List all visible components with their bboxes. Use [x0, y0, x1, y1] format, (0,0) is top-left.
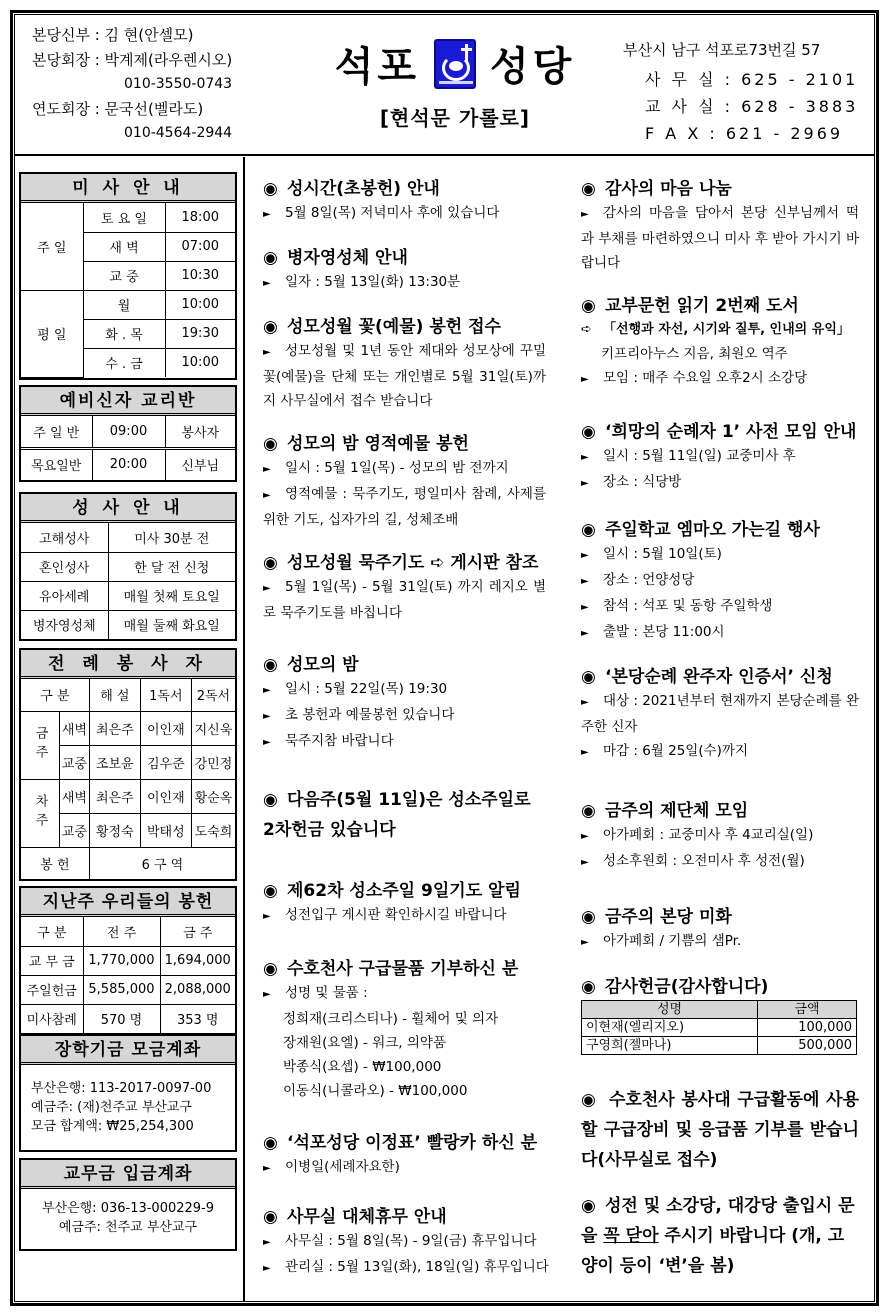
- mass-time: 18:00: [165, 203, 235, 232]
- col-header: 금액: [758, 1001, 857, 1019]
- church-emblem-icon: [434, 39, 476, 89]
- mass-day: 교 중: [83, 261, 165, 290]
- dues-account: [21, 1189, 235, 1249]
- triangle-bullet-icon: ►: [263, 737, 271, 748]
- circle-bullet-icon: ◉: [581, 667, 596, 687]
- donor-line: 정희재(크리스티나) - 휠체어 및 의자: [283, 1011, 499, 1027]
- circle-bullet-icon: ◉: [263, 179, 278, 199]
- last-week-value: 5,585,000: [83, 975, 160, 1004]
- circle-bullet-icon: ◉: [581, 1196, 596, 1216]
- church-title: [315, 35, 595, 131]
- triangle-bullet-icon: ►: [581, 747, 589, 758]
- sacraments-box: [19, 492, 237, 641]
- notice-line: 초 봉헌과 예물봉헌 있습니다: [285, 707, 455, 723]
- circle-bullet-icon: ◉: [263, 434, 278, 454]
- triangle-bullet-icon: ►: [581, 576, 589, 587]
- notice: [263, 315, 546, 413]
- mass-time: 10:00: [165, 348, 235, 377]
- notice-paragraph: 감사의 마음을 담아서 본당 신부님께서 떡과 부채를 마련하였으니 미사 후 받아 가시기 바랍니다: [581, 205, 859, 271]
- notice-title: 수호천사 봉사대 구급활동에 사용할 구급장비 및 응급품 기부를 받습니다(사무실로 접수): [581, 1090, 859, 1170]
- triangle-bullet-icon: ►: [263, 490, 271, 501]
- mass-day: 화 . 목: [83, 319, 165, 348]
- reader-1: 김우준: [140, 745, 191, 779]
- triangle-bullet-icon: ►: [263, 209, 271, 220]
- bank-account: 부산은행: 113-2017-0097-00: [31, 1081, 212, 1096]
- donor-line: 박종식(요셉) - ₩100,000: [283, 1059, 442, 1075]
- notice-line: 묵주지참 바랍니다: [285, 733, 394, 749]
- office-phone: 사 무 실 : 625 - 2101: [645, 70, 859, 89]
- mass-type: 교중: [60, 813, 90, 847]
- council-chair-phone: 010-3550-0743: [124, 76, 233, 92]
- dues-title: 교무금 입금계좌: [21, 1160, 235, 1189]
- offerings-box: [19, 886, 237, 1035]
- account-holder: 예금주: (재)천주교 부산교구: [31, 1100, 192, 1115]
- reader-1: 이인재: [140, 779, 191, 813]
- next-week-label: 차주: [21, 779, 60, 847]
- reader-2: 지신욱: [191, 711, 235, 745]
- catechism-phone: 교 사 실 : 628 - 3883: [645, 97, 859, 116]
- notice-title: 성모성월 꽃(예물) 봉헌 접수: [287, 317, 501, 337]
- col-header: 2독서: [191, 679, 235, 711]
- sacrament-info: 미사 30분 전: [108, 523, 235, 552]
- class-name: 주 일 반: [21, 416, 92, 448]
- address: 부산시 남구 석포로73번길 57: [623, 41, 821, 59]
- thanks-offering-table: [581, 1000, 857, 1055]
- triangle-bullet-icon: ►: [581, 697, 589, 708]
- notice-title: 교부문헌 읽기 2번째 도서: [605, 296, 799, 316]
- mass-time: 10:00: [165, 290, 235, 319]
- notices-right-column: [581, 177, 859, 1300]
- patron-subtitle: [현석문 가롤로]: [379, 106, 531, 130]
- mass-type: 교중: [60, 745, 90, 779]
- sacraments-table: [21, 523, 235, 639]
- circle-bullet-icon: ◉: [263, 881, 278, 901]
- notice-title: 감사의 마음 나눔: [605, 179, 732, 199]
- commentator: 최은주: [89, 779, 140, 813]
- triangle-bullet-icon: ►: [263, 464, 271, 475]
- triangle-bullet-icon: ►: [581, 857, 589, 868]
- catechumen-table: [21, 416, 235, 480]
- youth-chair-phone: 010-4564-2944: [124, 125, 233, 141]
- sacrament-info: 매월 첫째 토요일: [108, 581, 235, 610]
- dues-box: [19, 1158, 237, 1251]
- notice: [263, 177, 546, 227]
- circle-bullet-icon: ◉: [581, 977, 596, 997]
- col-header: 금 주: [160, 917, 235, 946]
- circle-bullet-icon: ◉: [263, 959, 278, 979]
- col-header: 해 설: [89, 679, 140, 711]
- notice-line: 참석 : 석포 및 동항 주일학생: [603, 598, 773, 614]
- circle-bullet-icon: ◉: [581, 801, 596, 821]
- donation-amount: 500,000: [758, 1037, 857, 1055]
- catechumen-box: [19, 385, 237, 482]
- mass-schedule-box: [19, 172, 237, 380]
- notice: [581, 665, 859, 765]
- class-time: 09:00: [92, 416, 165, 448]
- notice: [581, 420, 859, 496]
- notice-title: 금주의 제단체 모임: [605, 801, 749, 821]
- col-header: 구 분: [21, 917, 83, 946]
- commentator: 최은주: [89, 711, 140, 745]
- sacrament-name: 혼인성사: [21, 552, 108, 581]
- notices-middle-column: [263, 177, 549, 1300]
- fax-number: F A X : 621 - 2969: [645, 124, 844, 143]
- mass-schedule-title: 미 사 안 내: [21, 174, 235, 203]
- mass-day: 월: [83, 290, 165, 319]
- circle-bullet-icon: ◉: [581, 179, 596, 199]
- notice: [263, 653, 546, 755]
- notice-title: 주일학교 엠마오 가는길 행사: [605, 520, 820, 540]
- triangle-bullet-icon: ►: [581, 550, 589, 561]
- sacrament-name: 유아세례: [21, 581, 108, 610]
- total-amount: 모금 합계액: ₩25,254,300: [31, 1119, 194, 1134]
- notice-paragraph: 5월 1일(목) - 5월 31일(토) 까지 레지오 별로 묵주기도를 바칩니다: [263, 579, 546, 621]
- offering-label: 봉 헌: [21, 847, 89, 879]
- reader-2: 황순옥: [191, 779, 235, 813]
- notice-title: 다음주(5월 11일)은 성소주일로 2차헌금 있습니다: [263, 790, 531, 840]
- notice: [581, 799, 859, 875]
- class-time: 20:00: [92, 448, 165, 480]
- triangle-bullet-icon: ►: [263, 1263, 271, 1274]
- circle-bullet-icon: ◉: [581, 907, 596, 927]
- notice-line: 마감 : 6월 25일(수)까지: [603, 743, 749, 759]
- this-week-value: 1,694,000: [160, 946, 235, 975]
- sacrament-info: 매월 둘째 화요일: [108, 610, 235, 639]
- triangle-bullet-icon: ►: [581, 831, 589, 842]
- notice-title: 감사헌금(감사합니다): [605, 977, 769, 997]
- mass-schedule-table: [21, 203, 235, 378]
- council-chair: 본당회장 : 박계제(라우렌시오): [32, 50, 233, 69]
- notice-title: ‘석포성당 이정표’ 빨랑카 하신 분: [287, 1133, 538, 1153]
- notice: [581, 294, 859, 392]
- offering-type: 주일헌금: [21, 975, 83, 1004]
- notice-title: 성모의 밤 영적예물 봉헌: [287, 434, 469, 454]
- account-holder: 예금주: 천주교 부산교구: [58, 1220, 198, 1235]
- sacrament-name: 병자영성체: [21, 610, 108, 639]
- mass-type: 새벽: [60, 779, 90, 813]
- triangle-bullet-icon: ►: [581, 478, 589, 489]
- sunday-label: 주 일: [21, 203, 83, 290]
- sacraments-title: 성 사 안 내: [21, 494, 235, 523]
- triangle-bullet-icon: ►: [581, 374, 589, 385]
- offerings-table: [21, 917, 235, 1033]
- circle-bullet-icon: ◉: [263, 790, 278, 810]
- donor-name: 이현재(엘리지오): [582, 1019, 758, 1037]
- notice-line: 일자 : 5월 13일(화) 13:30분: [285, 274, 461, 290]
- sacrament-name: 고해성사: [21, 523, 108, 552]
- circle-bullet-icon: ◉: [263, 1133, 278, 1153]
- notice-line: 관리실 : 5월 13일(화), 18일(일) 휴무입니다: [285, 1259, 549, 1275]
- notice: [581, 975, 859, 1055]
- column-divider: [243, 157, 245, 1302]
- triangle-bullet-icon: ►: [581, 937, 589, 948]
- notice-title: 금주의 본당 미화: [605, 907, 732, 927]
- notice-title: 성시간(초봉헌) 안내: [287, 179, 440, 199]
- notice-line: 일시 : 5월 1일(목) - 성모의 밤 전까지: [285, 460, 509, 476]
- triangle-bullet-icon: ►: [581, 209, 589, 220]
- catechumen-title: 예비신자 교리반: [21, 387, 235, 416]
- notice: [581, 177, 859, 275]
- sacrament-info: 한 달 전 신청: [108, 552, 235, 581]
- mass-day: 수 . 금: [83, 348, 165, 377]
- pastor: 본당신부 : 김 현(안셀모): [32, 26, 194, 44]
- book-title: 「선행과 자선, 시기와 질투, 인내의 유익」: [603, 322, 850, 337]
- offering-type: 미사참례: [21, 1004, 83, 1033]
- notice: [581, 1085, 859, 1175]
- col-header: 전 주: [83, 917, 160, 946]
- triangle-bullet-icon: ►: [263, 1163, 271, 1174]
- notice-title: ‘희망의 순례자 1’ 사전 모임 안내: [605, 422, 857, 442]
- notice-line: 아가페회 / 기쁨의 샘Pr.: [603, 933, 742, 949]
- reader-2: 강민정: [191, 745, 235, 779]
- this-week-value: 353 명: [160, 1004, 235, 1033]
- mass-time: 19:30: [165, 319, 235, 348]
- circle-bullet-icon: ◉: [581, 422, 596, 442]
- notice: [263, 246, 546, 296]
- liturgy-servers-table: [21, 679, 235, 879]
- title-left: 석포: [334, 44, 420, 90]
- notice-paragraph: 성모성월 및 1년 동안 제대와 성모상에 꾸밀 꽃(예물)을 단체 또는 개인별로 5월 31일(토)까지 사무실에서 접수 받습니다: [263, 343, 546, 409]
- notice-line: 성전입구 게시판 확인하시길 바랍니다: [285, 907, 507, 923]
- col-header: 구 분: [21, 679, 89, 711]
- notice-line: 장소 : 언양성당: [603, 572, 695, 588]
- reader-1: 박태성: [140, 813, 191, 847]
- notice-title: 수호천사 구급물품 기부하신 분: [287, 959, 519, 979]
- notice-line: 일시 : 5월 10일(토): [603, 546, 722, 562]
- commentator: 조보윤: [89, 745, 140, 779]
- triangle-bullet-icon: ►: [263, 989, 271, 1000]
- triangle-bullet-icon: ►: [263, 685, 271, 696]
- notice-line: 이병일(세례자요한): [285, 1159, 400, 1175]
- notice: [263, 551, 546, 625]
- triangle-bullet-icon: ►: [263, 711, 271, 722]
- reader-2: 도숙희: [191, 813, 235, 847]
- scholarship-box: [19, 1034, 237, 1152]
- notice-line: 5월 8일(목) 저녁미사 후에 있습니다: [285, 205, 500, 221]
- mass-day: 토 요 일: [83, 203, 165, 232]
- notice-line: 일시 : 5월 22일(목) 19:30: [285, 681, 448, 697]
- offering-value: 6 구 역: [89, 847, 235, 879]
- circle-bullet-icon: ◉: [263, 1207, 278, 1227]
- notice: [263, 879, 546, 929]
- contact-info: [623, 37, 858, 147]
- offering-type: 교 무 금: [21, 946, 83, 975]
- circle-bullet-icon: ◉: [263, 317, 278, 337]
- notice: [581, 518, 859, 646]
- offerings-title: 지난주 우리들의 봉헌: [21, 888, 235, 917]
- staff-info: [32, 23, 232, 146]
- notice-title: 주시기 바랍니다 (개, 고양이 등이 ‘변’을 봄): [581, 1226, 845, 1276]
- circle-bullet-icon: ◉: [581, 1090, 596, 1110]
- col-header: 성명: [582, 1001, 758, 1019]
- weekday-label: 평 일: [21, 290, 83, 377]
- youth-chair: 연도회장 : 문국선(벨라도): [32, 99, 204, 118]
- triangle-bullet-icon: ►: [263, 911, 271, 922]
- notice: [581, 905, 859, 955]
- notice-title: 병자영성체 안내: [287, 248, 408, 268]
- donor-name: 구영희(젤마나): [582, 1037, 758, 1055]
- bulletin-header: [15, 15, 875, 156]
- donation-amount: 100,000: [758, 1019, 857, 1037]
- triangle-bullet-icon: ►: [263, 347, 271, 358]
- class-name: 목요일반: [21, 448, 92, 480]
- triangle-bullet-icon: ►: [263, 278, 271, 289]
- notice-line: 사무실 : 5월 8일(목) - 9일(금) 휴무입니다: [285, 1233, 537, 1249]
- this-week-value: 2,088,000: [160, 975, 235, 1004]
- last-week-value: 570 명: [83, 1004, 160, 1033]
- donor-line: 장재원(요엘) - 워크, 의약품: [283, 1035, 446, 1051]
- notice-title: ‘본당순례 완주자 인증서’ 신청: [605, 667, 833, 687]
- notice-line: 출발 : 본당 11:00시: [603, 624, 725, 640]
- notice-title: 사무실 대체휴무 안내: [287, 1207, 447, 1227]
- triangle-bullet-icon: ►: [581, 628, 589, 639]
- commentator: 황정숙: [89, 813, 140, 847]
- last-week-value: 1,770,000: [83, 946, 160, 975]
- class-teacher: 신부님: [165, 448, 235, 480]
- triangle-bullet-icon: ►: [581, 602, 589, 613]
- triangle-bullet-icon: ►: [263, 1237, 271, 1248]
- notice-line: 아가페회 : 교중미사 후 4교리실(일): [603, 827, 814, 843]
- notice-paragraph: 영적예물 : 묵주기도, 평일미사 참례, 사제를 위한 기도, 십자가의 길, 성체조배: [263, 486, 546, 528]
- scholarship-account: [21, 1065, 235, 1148]
- notice: [581, 1191, 859, 1281]
- notice: [263, 1131, 546, 1181]
- liturgy-servers-title: 전 례 봉 사 자: [21, 650, 235, 679]
- mass-type: 새벽: [60, 711, 90, 745]
- notice-title: 성모의 밤: [287, 655, 359, 675]
- arrow-bullet-icon: ➪: [581, 322, 592, 337]
- notice-title: 제62차 성소주일 9일기도 알림: [287, 881, 521, 901]
- notice-title-underlined: 꼭 닫아: [603, 1226, 659, 1246]
- scholarship-title: 장학기금 모금계좌: [21, 1036, 235, 1065]
- liturgy-servers-box: [19, 648, 237, 881]
- triangle-bullet-icon: ►: [263, 583, 271, 594]
- circle-bullet-icon: ◉: [581, 296, 596, 316]
- col-header: 1독서: [140, 679, 191, 711]
- triangle-bullet-icon: ►: [581, 452, 589, 463]
- circle-bullet-icon: ◉: [263, 553, 278, 573]
- notice-line: 일시 : 5월 11일(일) 교중미사 후: [603, 448, 796, 464]
- circle-bullet-icon: ◉: [263, 248, 278, 268]
- notice: [263, 432, 546, 532]
- notice-title: 성전 및 소강당, 대강당 출입시 문을: [581, 1196, 855, 1246]
- this-week-label: 금주: [21, 711, 60, 779]
- class-teacher: 봉사자: [165, 416, 235, 448]
- notice-line: 성명 및 물품 :: [285, 985, 368, 1001]
- donor-line: 이동식(니콜라오) - ₩100,000: [283, 1083, 468, 1099]
- mass-time: 07:00: [165, 232, 235, 261]
- notice: [263, 785, 546, 845]
- notice-line: 성소후원회 : 오전미사 후 성전(월): [603, 853, 805, 869]
- mass-day: 새 벽: [83, 232, 165, 261]
- notice: [263, 957, 546, 1103]
- notice: [263, 1205, 549, 1281]
- notice-title: 성모성월 묵주기도 ➪ 게시판 참조: [287, 553, 539, 573]
- mass-time: 10:30: [165, 261, 235, 290]
- notice-paragraph: 대상 : 2021년부터 현재까지 본당순례를 완주한 신자: [581, 693, 859, 735]
- circle-bullet-icon: ◉: [263, 655, 278, 675]
- book-author: 키프리아누스 지음, 최원오 역주: [601, 346, 788, 362]
- notice-line: 장소 : 식당방: [603, 474, 682, 490]
- title-right: 성당: [490, 44, 576, 90]
- reader-1: 이인재: [140, 711, 191, 745]
- bank-account: 부산은행: 036-13-000229-9: [41, 1201, 215, 1216]
- circle-bullet-icon: ◉: [581, 520, 596, 540]
- notice-line: 모임 : 매주 수요일 오후2시 소강당: [603, 370, 808, 386]
